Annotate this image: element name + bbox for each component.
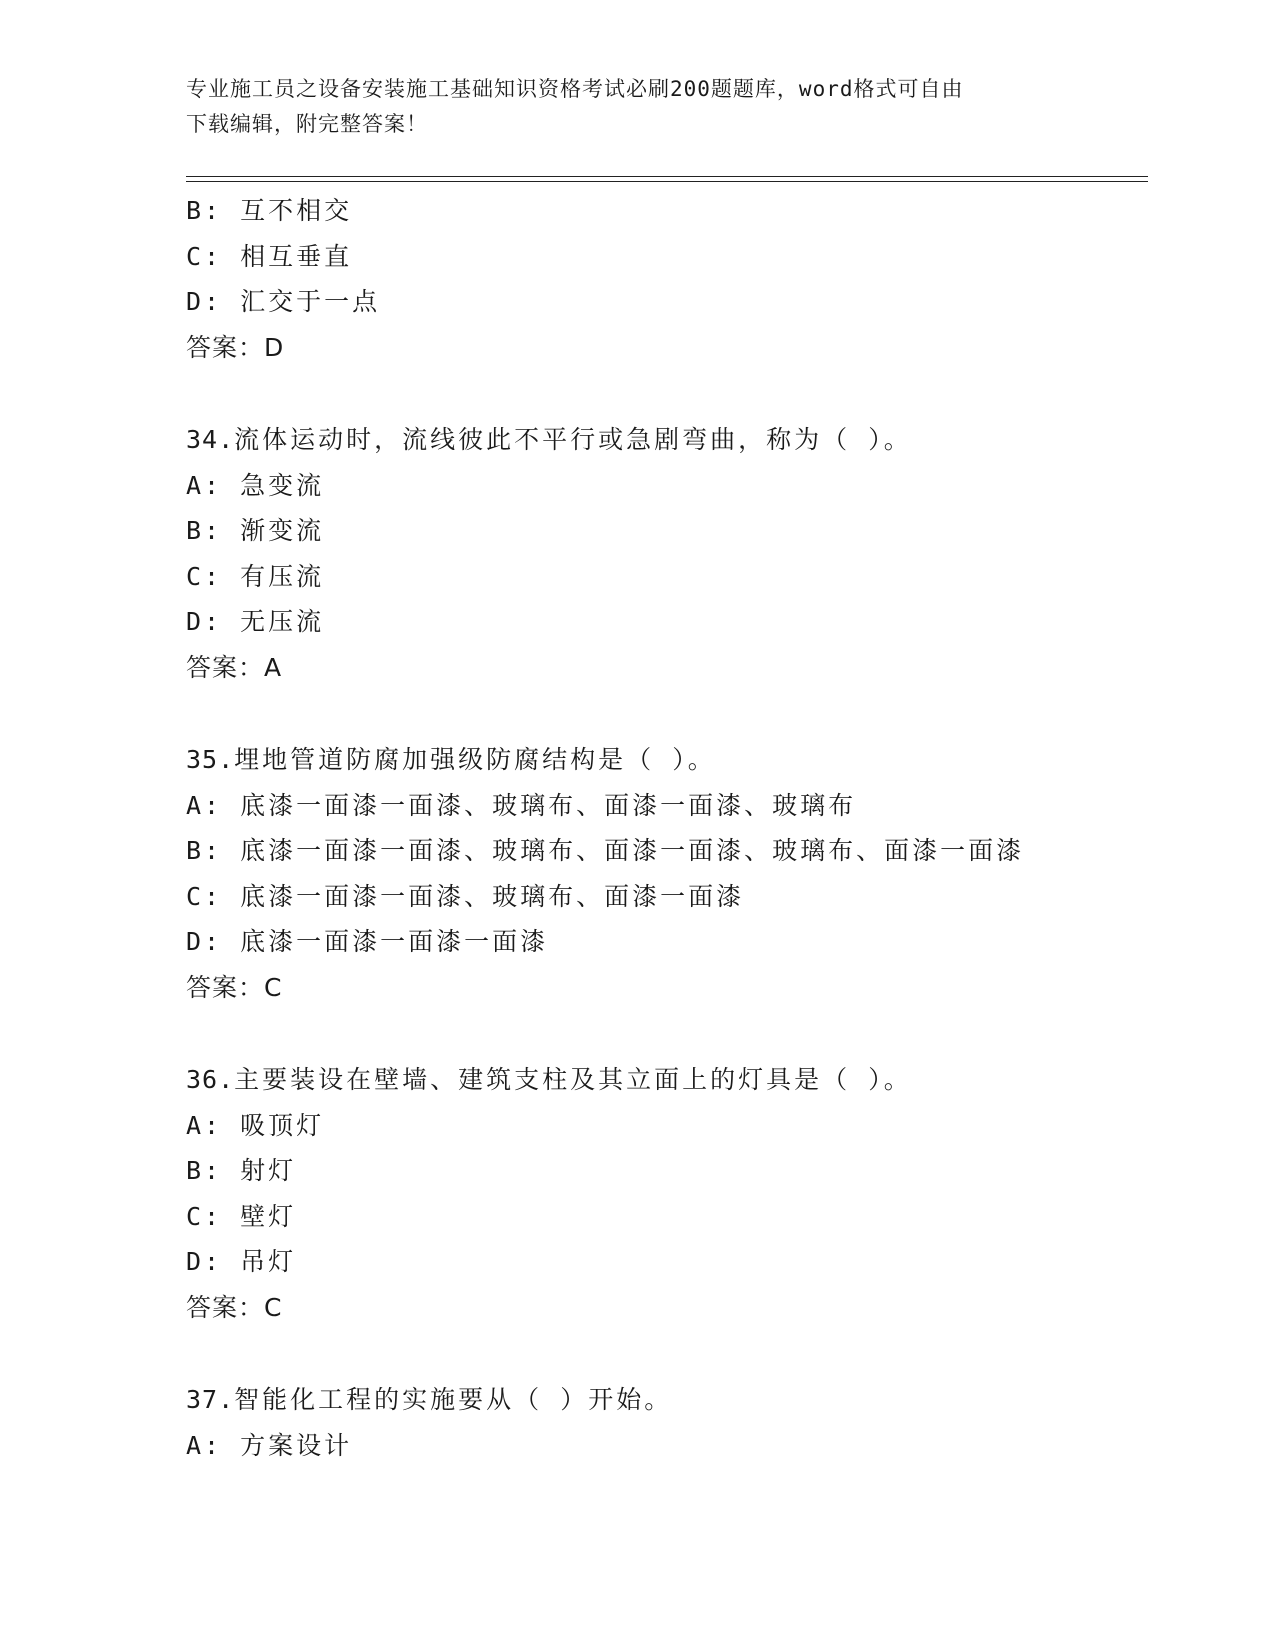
option-row bbox=[186, 463, 1166, 509]
option-text: 底漆一面漆一面漆一面漆 bbox=[240, 927, 549, 956]
header-divider-bottom bbox=[186, 181, 1148, 182]
option-label: C: bbox=[186, 1201, 223, 1231]
option-row bbox=[186, 874, 1166, 920]
option-label: C: bbox=[186, 561, 223, 591]
option-text: 互不相交 bbox=[240, 196, 353, 225]
question-stem bbox=[186, 1057, 1166, 1103]
option-row bbox=[186, 599, 1166, 645]
question-text: 主要装设在壁墙、建筑支柱及其立面上的灯具是（ ）。 bbox=[234, 1065, 912, 1094]
option-label: A: bbox=[186, 1430, 223, 1460]
header-title-line-2: 下载编辑，附完整答案！ bbox=[186, 112, 428, 136]
option-label: C: bbox=[186, 241, 223, 271]
answer-line: 答案：A bbox=[186, 652, 283, 682]
option-row bbox=[186, 508, 1166, 554]
option-row bbox=[186, 234, 1166, 280]
option-text: 吊灯 bbox=[240, 1247, 297, 1276]
option-text: 壁灯 bbox=[240, 1201, 297, 1231]
header-divider-top bbox=[186, 176, 1148, 177]
option-label: B: bbox=[186, 836, 223, 865]
option-text: 急变流 bbox=[240, 470, 325, 500]
question-number: 35. bbox=[186, 745, 235, 774]
question-block-35 bbox=[186, 737, 1166, 1010]
option-text: 有压流 bbox=[240, 561, 325, 591]
question-stem bbox=[186, 417, 1166, 463]
option-text: 相互垂直 bbox=[240, 241, 353, 271]
option-label: A: bbox=[186, 790, 223, 820]
option-label: D: bbox=[186, 607, 223, 636]
option-text: 渐变流 bbox=[240, 516, 325, 545]
header-title-line-1: 专业施工员之设备安装施工基础知识资格考试必刷200题题库，word格式可自由 bbox=[186, 77, 964, 101]
question-block-36 bbox=[186, 1057, 1166, 1330]
answer-line: 答案：D bbox=[186, 332, 285, 362]
option-label: B: bbox=[186, 1156, 223, 1185]
option-label: D: bbox=[186, 1247, 223, 1276]
answer-line: 答案：C bbox=[186, 972, 283, 1002]
question-stem bbox=[186, 737, 1166, 783]
option-row bbox=[186, 1194, 1166, 1240]
question-text: 智能化工程的实施要从（ ）开始。 bbox=[234, 1385, 673, 1414]
document-header bbox=[186, 72, 1086, 142]
option-row bbox=[186, 783, 1166, 829]
option-text: 无压流 bbox=[240, 607, 325, 636]
question-number: 36. bbox=[186, 1065, 235, 1094]
option-row bbox=[186, 279, 1166, 325]
option-row bbox=[186, 919, 1166, 965]
option-row bbox=[186, 188, 1166, 234]
question-list bbox=[186, 188, 1166, 1468]
option-text: 底漆一面漆一面漆、玻璃布、面漆一面漆 bbox=[240, 881, 745, 911]
option-text: 汇交于一点 bbox=[240, 287, 381, 316]
option-text: 底漆一面漆一面漆、玻璃布、面漆一面漆、玻璃布 bbox=[240, 790, 857, 820]
question-stem bbox=[186, 1377, 1166, 1423]
option-row bbox=[186, 1239, 1166, 1285]
option-label: B: bbox=[186, 516, 223, 545]
option-text: 射灯 bbox=[240, 1156, 297, 1185]
option-text: 吸顶灯 bbox=[240, 1110, 325, 1140]
question-block-34 bbox=[186, 417, 1166, 690]
option-label: B: bbox=[186, 196, 223, 225]
option-row bbox=[186, 828, 1166, 874]
option-label: D: bbox=[186, 287, 223, 316]
option-text: 方案设计 bbox=[240, 1430, 353, 1460]
answer-line: 答案：C bbox=[186, 1292, 283, 1322]
question-number: 37. bbox=[186, 1385, 235, 1414]
option-label: A: bbox=[186, 1110, 223, 1140]
option-label: A: bbox=[186, 470, 223, 500]
question-text: 埋地管道防腐加强级防腐结构是（ ）。 bbox=[234, 745, 716, 774]
option-label: D: bbox=[186, 927, 223, 956]
option-row bbox=[186, 554, 1166, 600]
question-block-37 bbox=[186, 1377, 1166, 1468]
question-number: 34. bbox=[186, 425, 235, 454]
option-label: C: bbox=[186, 881, 223, 911]
option-row bbox=[186, 1103, 1166, 1149]
option-text: 底漆一面漆一面漆、玻璃布、面漆一面漆、玻璃布、面漆一面漆 bbox=[240, 836, 1025, 865]
question-block-33-partial bbox=[186, 188, 1166, 370]
option-row bbox=[186, 1148, 1166, 1194]
option-row bbox=[186, 1423, 1166, 1469]
question-text: 流体运动时，流线彼此不平行或急剧弯曲，称为（ ）。 bbox=[234, 425, 912, 454]
